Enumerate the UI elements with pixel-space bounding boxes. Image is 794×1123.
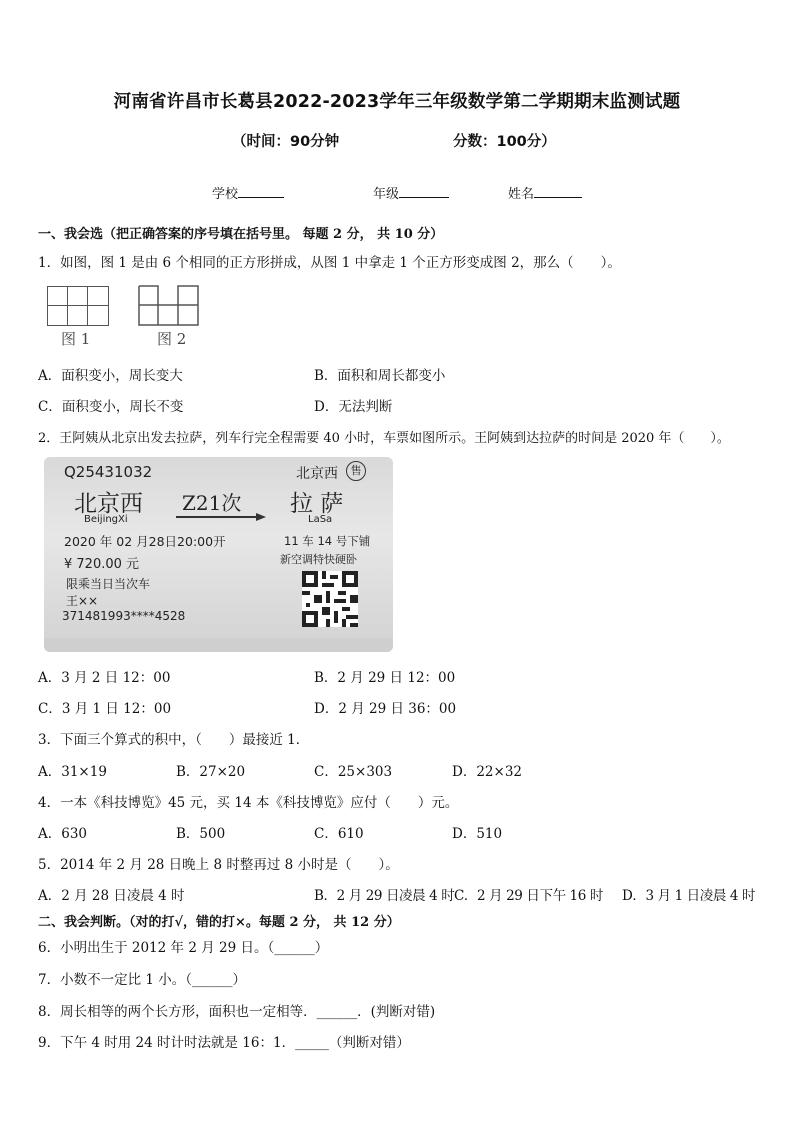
q4-option-a: A．630 (38, 826, 88, 842)
section-2-heading: 二、我会判断。（对的打√，错的打×。每题 2 分， 共 12 分） (38, 915, 400, 930)
q4-option-d: D．510 (452, 826, 503, 842)
exam-time: （时间：90分钟 (232, 134, 340, 150)
q3-option-b: B．27×20 (176, 764, 246, 780)
exam-title: 河南省许昌市长葛县2022-2023学年三年级数学第二学期期末监测试题 (113, 92, 681, 112)
ticket-id: Q25431032 (64, 463, 153, 481)
school-label: 学校 (212, 187, 239, 202)
q5-option-a: A．2 月 28 日凌晨 4 时 (38, 888, 185, 904)
ticket-limit: 限乘当日当次车 (66, 577, 151, 591)
question-4: 4．一本《科技博览》45 元，买 14 本《科技博览》应付（ ）元。 (38, 795, 459, 811)
q5-option-c: C．2 月 29 日下午 16 时 (454, 888, 603, 904)
q1-option-a: A．面积变小，周长变大 (38, 368, 183, 384)
q1-option-b: B．面积和周长都变小 (314, 368, 446, 384)
school-blank (238, 185, 284, 198)
q4-option-b: B．500 (176, 826, 226, 842)
grade-field (373, 183, 449, 202)
q4-option-c: C．610 (314, 826, 364, 842)
ticket-datetime: 2020 年 02 月28日20:00开 (64, 534, 226, 549)
figure-2-grid (138, 285, 200, 326)
ticket-train-number: Z21次 (182, 491, 242, 515)
ticket-arrow-icon (176, 513, 266, 521)
question-8: 8．周长相等的两个长方形，面积也一定相等．______．(判断对错) (38, 1004, 436, 1020)
school-field (212, 183, 284, 202)
ticket-passenger: 王×× (66, 594, 99, 608)
q2-option-c: C．3 月 1 日 12：00 (38, 701, 172, 717)
q5-option-d: D．3 月 1 日凌晨 4 时 (622, 888, 756, 904)
q1-option-c: C．面积变小，周长不变 (38, 399, 184, 415)
grade-blank (399, 185, 449, 198)
question-7: 7．小数不一定比 1 小。（______） (38, 972, 247, 988)
ticket-to: 拉 萨 (290, 491, 344, 517)
question-3: 3．下面三个算式的积中，（ ）最接近 1． (38, 732, 310, 748)
q2-option-b: B．2 月 29 日 12：00 (314, 670, 456, 686)
ticket-station-top: 北京西 (296, 466, 338, 482)
qr-code-icon (302, 571, 358, 627)
question-9: 9．下午 4 时用 24 时计时法就是 16：1．_____（判断对错） (38, 1035, 410, 1051)
name-field (508, 183, 582, 202)
name-label: 姓名 (508, 187, 535, 202)
ticket-from-pinyin: BeijingXi (84, 514, 128, 525)
q5-option-b: B．2 月 29 日凌晨 4 时 (314, 888, 455, 904)
section-1-heading: 一、我会选（把正确答案的序号填在括号里。 每题 2 分， 共 10 分） (38, 227, 444, 242)
q1-option-d: D．无法判断 (314, 399, 393, 415)
ticket-sale-mark: 售 (346, 461, 366, 481)
figure-2-label: 图 2 (157, 330, 187, 348)
ticket-price: ¥ 720.00 元 (64, 557, 140, 572)
figure-1-grid (47, 286, 109, 326)
q3-option-c: C．25×303 (314, 764, 393, 780)
q2-option-a: A．3 月 2 日 12：00 (38, 670, 171, 686)
grade-label: 年级 (373, 187, 400, 202)
q3-option-d: D．22×32 (452, 764, 522, 780)
question-6: 6．小明出生于 2012 年 2 月 29 日。（______） (38, 940, 329, 956)
train-ticket-image (44, 457, 393, 652)
name-blank (534, 185, 582, 198)
question-2: 2．王阿姨从北京出发去拉萨，列车行完全程需要 40 小时，车票如图所示。王阿姨到达拉萨的时间是 2020 年（ ）。 (38, 431, 730, 446)
exam-score: 分数：100分） (453, 134, 556, 150)
ticket-seat: 11 车 14 号下铺 (284, 534, 371, 548)
question-1: 1．如图，图 1 是由 6 个相同的正方形拼成，从图 1 中拿走 1 个正方形变成图 2，那么（ ）。 (38, 255, 621, 271)
question-5: 5．2014 年 2 月 28 日晚上 8 时整再过 8 小时是（ ）。 (38, 857, 399, 873)
ticket-from: 北京西 (74, 491, 143, 517)
ticket-car-type: 新空调特快硬卧 (280, 553, 357, 566)
q3-option-a: A．31×19 (38, 764, 107, 780)
ticket-to-pinyin: LaSa (308, 514, 333, 525)
q2-option-d: D．2 月 29 日 36：00 (314, 701, 457, 717)
ticket-id-number: 371481993****4528 (62, 609, 186, 623)
figure-1-label: 图 1 (61, 330, 91, 348)
ticket-bottom-strip (44, 638, 393, 652)
